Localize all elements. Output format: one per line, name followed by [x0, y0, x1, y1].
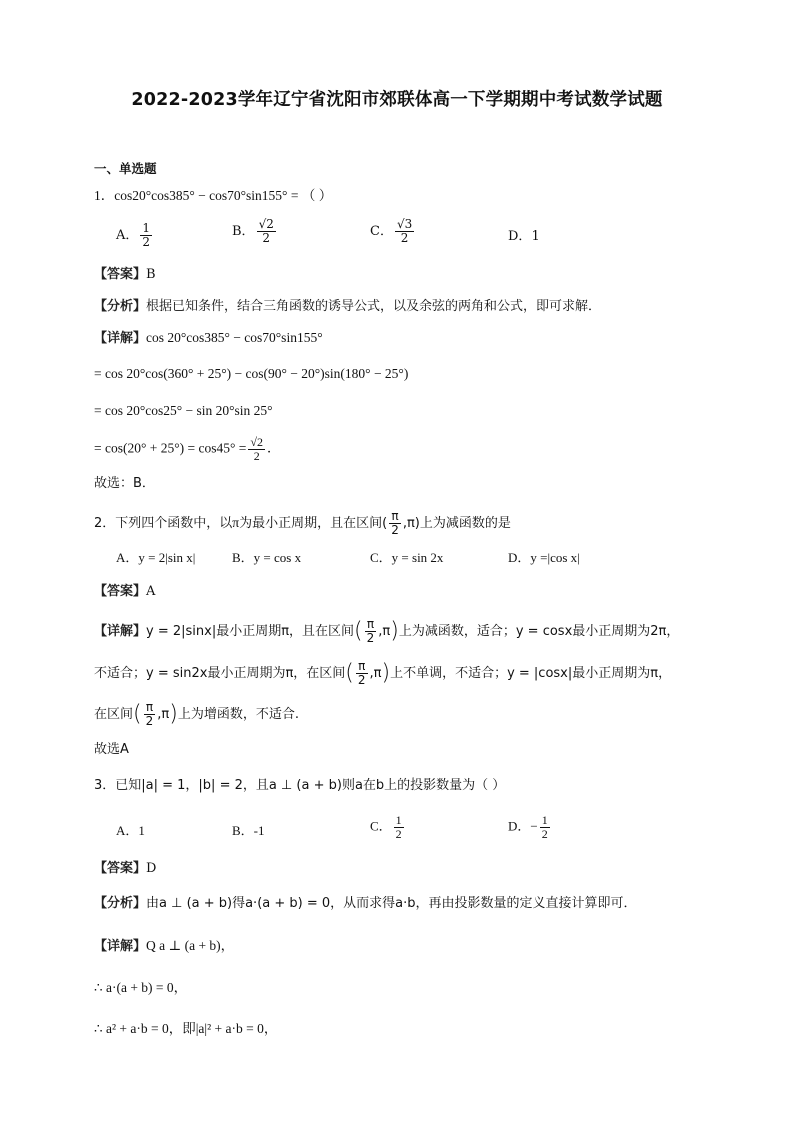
q3-option-a: A．1	[116, 823, 145, 838]
q1-detail: 【详解】cos 20°cos385° − cos70°sin155°	[94, 330, 323, 346]
option-label: C．	[370, 550, 392, 565]
q3-detail-line: ∴ a·(a + b) = 0，	[94, 980, 188, 995]
option-label: B．	[232, 550, 254, 565]
q2-detail: 【详解】y = 2|sinx|最小正周期π，且在区间( $\frac{\pi}{2}$ ,π)上为减函数，适合；y = cosx最小正周期为2π，	[94, 617, 680, 645]
fraction: $\frac{\pi}{2}$	[145, 700, 154, 728]
fraction: $\frac{√2}{2}$	[258, 217, 274, 245]
q3-option-b: B．-1	[232, 823, 265, 838]
q2-detail-line: 在区间( $\frac{\pi}{2}$ ,π)上为增函数，不适合.	[94, 700, 299, 728]
q1-analysis: 【分析】根据已知条件，结合三角函数的诱导公式，以及余弦的两角和公式，即可求解．	[94, 299, 602, 314]
q1-option-c	[370, 218, 416, 245]
option-label: A．	[116, 228, 139, 243]
option-label: A．	[116, 823, 139, 838]
q1-option-d: D．1	[508, 229, 540, 244]
fraction: $\frac{\pi}{2}$	[357, 659, 366, 687]
q3-detail: 【详解】Q a ⊥ (a + b)，	[94, 938, 235, 954]
q2-option-b: B．y = cos x	[232, 550, 302, 565]
q2-conclusion: 故选A	[94, 742, 129, 757]
q2-option-a: A．y = 2|sin x|	[116, 550, 196, 565]
option-label: A．	[116, 550, 139, 565]
q3-answer: 【答案】D	[94, 861, 157, 876]
fraction: $\frac{√2}{2}$	[250, 435, 263, 463]
q2-detail-line: 不适合；y = sin2x最小正周期为π，在区间( $\frac{\pi}{2}$ ,π)上不单调，不适合；y = |cosx|最小正周期为π，	[94, 659, 672, 687]
option-label: D．	[508, 818, 531, 834]
detail-tag: 【详解】	[94, 331, 147, 346]
fraction: $\frac{1}{2}$	[142, 221, 151, 249]
q3-stem: 3．已知|a| = 1，|b| = 2，且a ⊥ (a + b)则a在b上的投影数量为（ ）	[94, 778, 506, 793]
q2-option-c: C．y = sin 2x	[370, 550, 444, 565]
fraction: $\frac{1}{2}$	[541, 813, 548, 841]
fraction: $\frac{√3}{2}$	[396, 217, 413, 245]
option-label: C．	[370, 224, 393, 239]
page-title: 2022-2023学年辽宁省沈阳市郊联体高一下学期期中考试数学试题	[131, 90, 663, 110]
q1-detail-line: = cos 20°cos25° − sin 20°sin 25°	[94, 403, 273, 418]
analysis-tag: 【分析】	[94, 896, 147, 911]
q1-detail-line: = cos 20°cos(360° + 25°) − cos(90° − 20°)sin(180° − 25°)	[94, 366, 409, 381]
answer-tag: 【答案】	[94, 267, 147, 282]
option-label: D．	[508, 229, 532, 244]
q1-option-b	[232, 218, 278, 245]
detail-tag: 【详解】	[94, 939, 147, 954]
option-label: B．	[232, 823, 254, 838]
q1-stem: 1．cos20°cos385° − cos70°sin155° = （ ）	[94, 188, 333, 203]
q1-option-a	[116, 222, 154, 249]
q3-detail-line: ∴ a² + a·b = 0，即|a|² + a·b = 0，	[94, 1021, 278, 1036]
analysis-tag: 【分析】	[94, 299, 147, 314]
q2-stem: 2．下列四个函数中，以π为最小正周期，且在区间( $\frac{\pi}{2}$ ,π)上为减函数的是	[94, 509, 511, 537]
q3-option-c	[370, 814, 406, 841]
option-label: B．	[232, 224, 255, 239]
q3-option-d: D．− $\frac{1}{2}$	[508, 813, 548, 841]
answer-tag: 【答案】	[94, 584, 147, 599]
detail-tag: 【详解】	[94, 624, 147, 639]
q2-answer: 【答案】A	[94, 584, 156, 599]
q3-analysis: 【分析】由a ⊥ (a + b)得a·(a + b) = 0，从而求得a·b，再由投影数量的定义直接计算即可．	[94, 896, 637, 911]
fraction: $\frac{\pi}{2}$	[366, 617, 375, 645]
q1-detail-line: = cos(20° + 25°) = cos45° = $\frac{√2}{2}$ ．	[94, 435, 281, 463]
option-label: C．	[370, 818, 392, 834]
fraction: $\frac{1}{2}$	[395, 813, 402, 841]
fraction: $\frac{\pi}{2}$	[391, 509, 399, 537]
option-label: D．	[508, 550, 531, 565]
q2-option-d: D．y =|cos x|	[508, 550, 580, 565]
section-heading: 一、单选题	[94, 161, 157, 176]
q1-conclusion: 故选：B．	[94, 476, 155, 491]
answer-tag: 【答案】	[94, 861, 147, 876]
q1-answer: 【答案】B	[94, 267, 156, 282]
